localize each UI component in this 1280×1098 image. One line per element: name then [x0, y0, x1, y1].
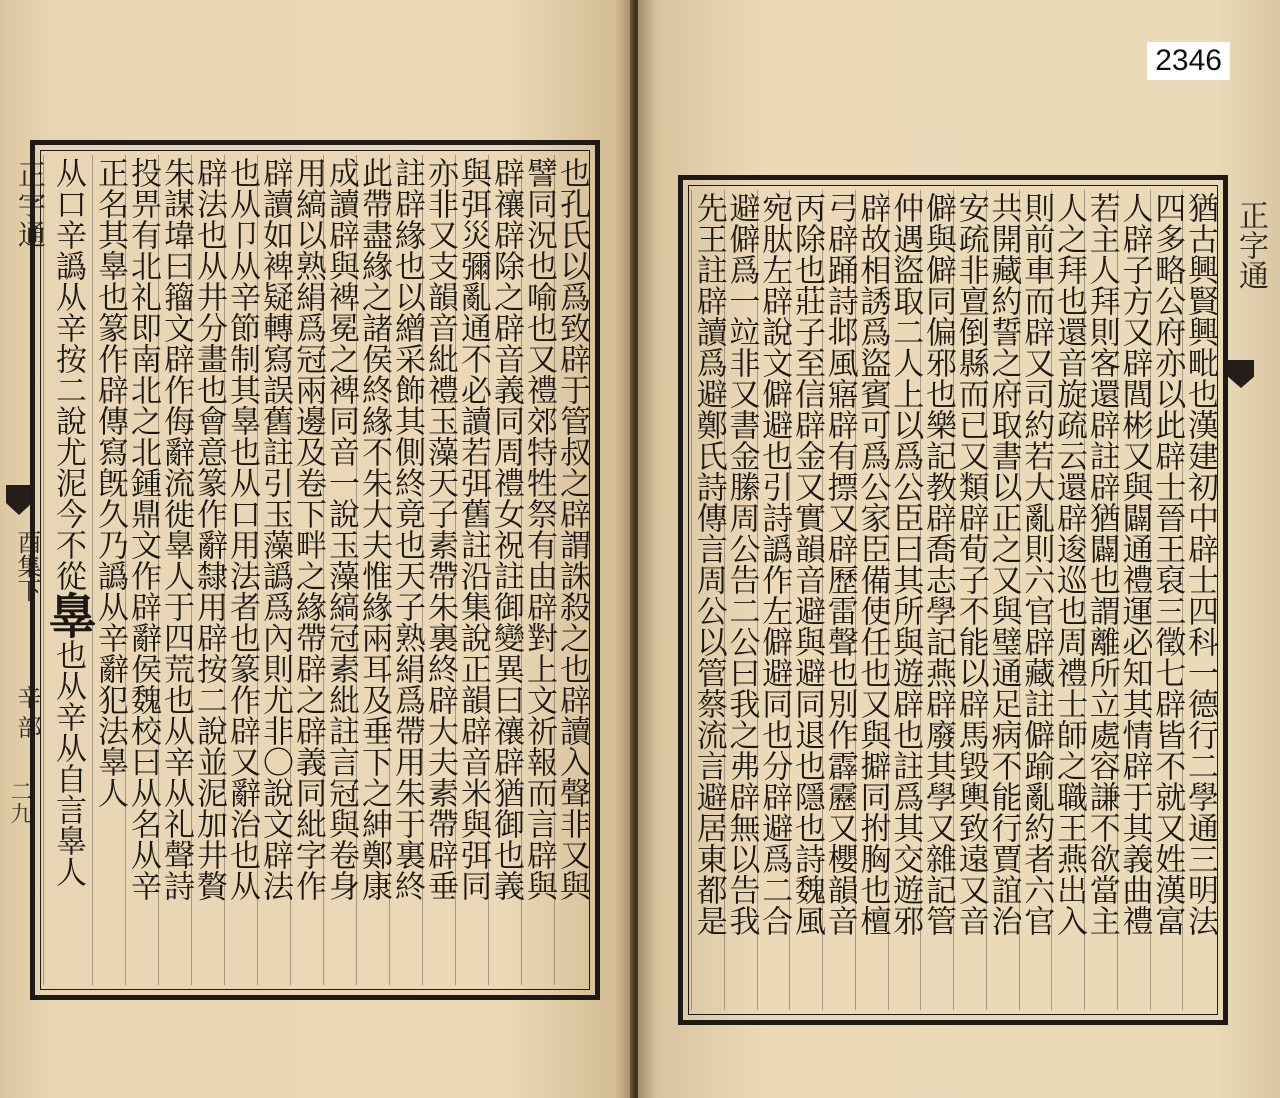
- text-column: 也孔氏以爲致辟于管叔之辟謂誅殺之也辟讀入聲非又與: [554, 155, 587, 985]
- column-text: 也从辛从自言辠人: [50, 639, 86, 887]
- text-column: 註辟緣也以繒采飾其側終竟也天子熟絹爲帶用朱于裏終: [389, 155, 422, 985]
- text-column: 投畀有北礼即南北之北鍾鼎文作辟辭侯魏校曰从名从辛: [125, 155, 158, 985]
- text-column: [40, 155, 96, 985]
- text-column: 辟法也从井分畫也會意篆作辭隸用辟按二說並泥加井贅: [191, 155, 224, 985]
- text-column: 安疏非亶倒縣而已又類辟荀子不能以辟馬毀輿致遠又音: [953, 190, 986, 1010]
- right-text-columns: [690, 190, 1218, 1010]
- left-page: [0, 0, 634, 1098]
- text-column: 丙除也莊子至信辟金又實韻音避與避同退也隱也詩魏風: [789, 190, 822, 1010]
- right-edge-title: 正字通: [1233, 200, 1268, 290]
- text-column: 此帶盡緣之諸侯終緣不朱大夫惟緣兩耳及垂下之紳鄭康: [356, 155, 389, 985]
- text-column: 用縞以熟絹爲冠兩邊及卷下畔之緣帶辟之辟義同紕字作: [290, 155, 323, 985]
- left-text-frame: [30, 140, 600, 1000]
- text-column: 先王註辟讀爲避鄭氏詩傳言周公以管蔡流言避居東都是: [691, 190, 724, 1010]
- text-column: 辟故相誘爲盜賓可爲公家臣備使任也又與擗同拊胸也檀: [855, 190, 888, 1010]
- text-column: 亦非又支韻音紕禮玉藻天子素帶朱裏終辟大夫素帶辟垂: [422, 155, 455, 985]
- text-column: 辟讀如裨疑轉寫誤舊註引玉藻譌爲內則尤非〇說文辟法: [257, 155, 290, 985]
- text-column: 與弭災彌亂通不必讀若弭舊註沿集說正韻辟音米與弭同: [455, 155, 488, 985]
- bu-label: 辛部: [13, 685, 41, 745]
- page-number: 二九: [7, 780, 32, 824]
- text-column: 辟禳辟除之辟音義同周禮女祝註御變異曰禳辟猶御也義: [488, 155, 521, 985]
- text-column: 譬同況也喻也又禮郊特牲祭有由辟對上文祈報而言辟與: [521, 155, 554, 985]
- text-column: 猶古興賢興毗也漢建初中辟士四科一德行二學通三明法: [1182, 190, 1215, 1010]
- text-column: 也从卩从辛節制其辠也从口用法者也篆作辟又辭治也从: [224, 155, 257, 985]
- text-column: 朱謀㙔曰籀文辟作侮辭流徙辠人于四荒也从辛从礼聲詩: [158, 155, 191, 985]
- juan-label: 酉集下: [13, 530, 41, 602]
- text-column: 則前車而辟又司約若大亂則六官辟藏註僻踰亂約者六官: [1019, 190, 1052, 1010]
- text-column: 人之拜也還音旋疏云還辟逡巡也周禮士師之職王燕出入: [1051, 190, 1084, 1010]
- left-text-columns: [40, 155, 590, 985]
- column-text: 从口辛譌从辛按二說尤泥今不從: [50, 157, 86, 591]
- text-column: 宛肽左辟說文僻避也引詩譌作左僻避同也分辟避爲二合: [757, 190, 790, 1010]
- sheet-number: 2346: [1147, 42, 1230, 80]
- text-column: 共開藏約誓之府取書以正之又與璧通足病不能行賈誼治: [986, 190, 1019, 1010]
- text-column: 若主人拜則客還辟註辟猶闢也謂離所立處容謙不欲當主: [1084, 190, 1117, 1010]
- text-column: 僻與僻同偏邪也樂記教辟喬志學記燕辟廢其學又雜記管: [920, 190, 953, 1010]
- right-text-frame: [678, 175, 1228, 1025]
- text-column: 避僻爲一竝非又書金縢周公告二公曰我之弗辟無以告我: [724, 190, 757, 1010]
- text-column: 四多略公府亦以此辟士晉王裒三徵七辟皆不就又姓漢富: [1150, 190, 1183, 1010]
- text-column: 成讀辟與裨冕之裨同音一說玉藻縞冠素紕註言冠與卷身: [323, 155, 356, 985]
- text-column: 仲遇盜取二人上以爲公臣曰其所與遊辟也註爲其交遊邪: [888, 190, 921, 1010]
- fishtail-mark-icon: [6, 485, 32, 515]
- text-column: 弓辟踊詩邶風寤辟有摽又辟歷雷聲也別作霹靂又櫻韻音: [822, 190, 855, 1010]
- edge-title: 正字通: [14, 160, 47, 250]
- text-column: 人辟子方又辟閭彬又與闢通禮運必知其情辟于其義曲禮: [1117, 190, 1150, 1010]
- headword: 辠: [40, 591, 96, 639]
- text-column: 正名其辠也篆作辟傳寫旣久乃譌从辛辭犯法辠人: [92, 155, 125, 985]
